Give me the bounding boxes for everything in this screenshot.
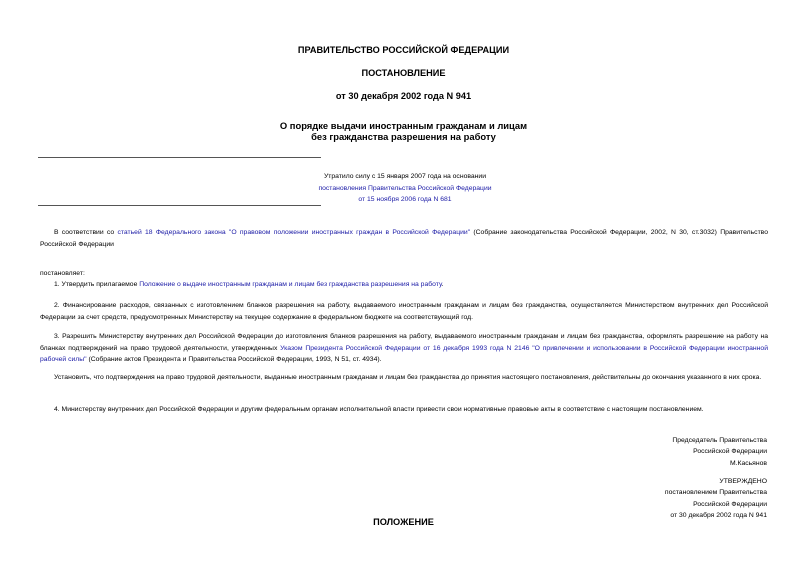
item-3-continuation-paragraph: Установить, что подтверждения на право трудовой деятельности, выданные иностранным гражданам и лицам без гражданства до принятия настоящего постановления, действительны до окончания указанного в них срока. [54, 374, 762, 381]
separator-rule-bottom [38, 205, 321, 206]
item-1-suffix: . [441, 281, 444, 288]
presidential-decree-link[interactable]: Указом Президента Российской Федерации от 16 декабря 1993 года N 2146 "О привлечении и использовании в Российской Федерации иностранной рабочей силы" [40, 344, 768, 363]
item-3-paragraph [40, 331, 768, 366]
item-3-prefix: 3. Разрешить Министерству внутренних дел Российской Федерации до изготовления бланков разрешения на работу, выдаваемого иностранным гражданам и лицам без гражданства, оформлять разрешение на работу на бланках подтверждений на право трудовой деятельности, утвержденных [40, 333, 768, 352]
regulation-link[interactable]: Положение о выдаче иностранным гражданам и лицам без гражданства разрешения на работу [139, 281, 442, 288]
signature-block [672, 435, 767, 469]
government-heading: ПРАВИТЕЛЬСТВО РОССИЙСКОЙ ФЕДЕРАЦИИ [297, 45, 510, 55]
status-note [300, 171, 510, 206]
preamble-paragraph [40, 227, 768, 250]
approved-organization: Российской Федерации [693, 500, 767, 508]
section-title: ПОЛОЖЕНИЕ [373, 517, 434, 527]
resolves-text: постановляет: [40, 270, 85, 277]
document-date-number: от 30 декабря 2002 года N 941 [335, 91, 472, 101]
repeal-resolution-link[interactable]: постановления Правительства Российской Федерации [318, 184, 492, 192]
repeal-resolution-date-link[interactable]: от 15 ноября 2006 года N 681 [358, 196, 452, 203]
preamble-suffix: (Собрание законодательства Российской Федерации, 2002, N 30, ст.3032) Правительство Российской Федерации [40, 229, 768, 248]
separator-rule-top [38, 157, 321, 158]
item-4-paragraph: 4. Министерству внутренних дел Российской Федерации и другим федеральным органам исполнительной власти привести свои нормативные правовые акты в соответствие с настоящим постановлением. [54, 406, 704, 413]
document-title-line-2: без гражданства разрешения на работу [311, 131, 496, 142]
federal-law-article-link[interactable]: статьей 18 Федерального закона "О правовом положении иностранных граждан в Российской Федерации" [117, 229, 471, 236]
item-1-paragraph [40, 279, 768, 291]
signature-position: Председатель Правительства [672, 437, 767, 444]
signature-organization: Российской Федерации [693, 448, 767, 456]
approval-block [665, 476, 767, 521]
approved-label: УТВЕРЖДЕНО [719, 478, 767, 485]
signature-name: М.Касьянов [729, 459, 767, 467]
document-title-line-1: О порядке выдачи иностранным гражданам и лицам [279, 120, 528, 131]
preamble-prefix: В соответствии со [54, 229, 118, 236]
approved-date: от 30 декабря 2002 года N 941 [670, 511, 767, 519]
approved-by: постановлением Правительства [664, 489, 767, 497]
item-3-suffix: (Собрание актов Президента и Правительства Российской Федерации, 1993, N 51, ст. 4934). [86, 356, 382, 363]
document-type-heading: ПОСТАНОВЛЕНИЕ [361, 68, 446, 78]
status-note-line-1: Утратило силу с 15 января 2007 года на основании [323, 173, 487, 180]
item-2-paragraph: 2. Финансирование расходов, связанных с изготовлением бланков разрешения на работу, выдаваемого иностранным гражданам и лицам без гражданства, осуществляется Министерством внутренних дел Российской Федерации за счет средств, предусмотренных Министерству на текущее содержание в федеральном бюджете на соответствующий год. [40, 302, 768, 321]
item-1-prefix: 1. Утвердить прилагаемое [54, 281, 140, 288]
